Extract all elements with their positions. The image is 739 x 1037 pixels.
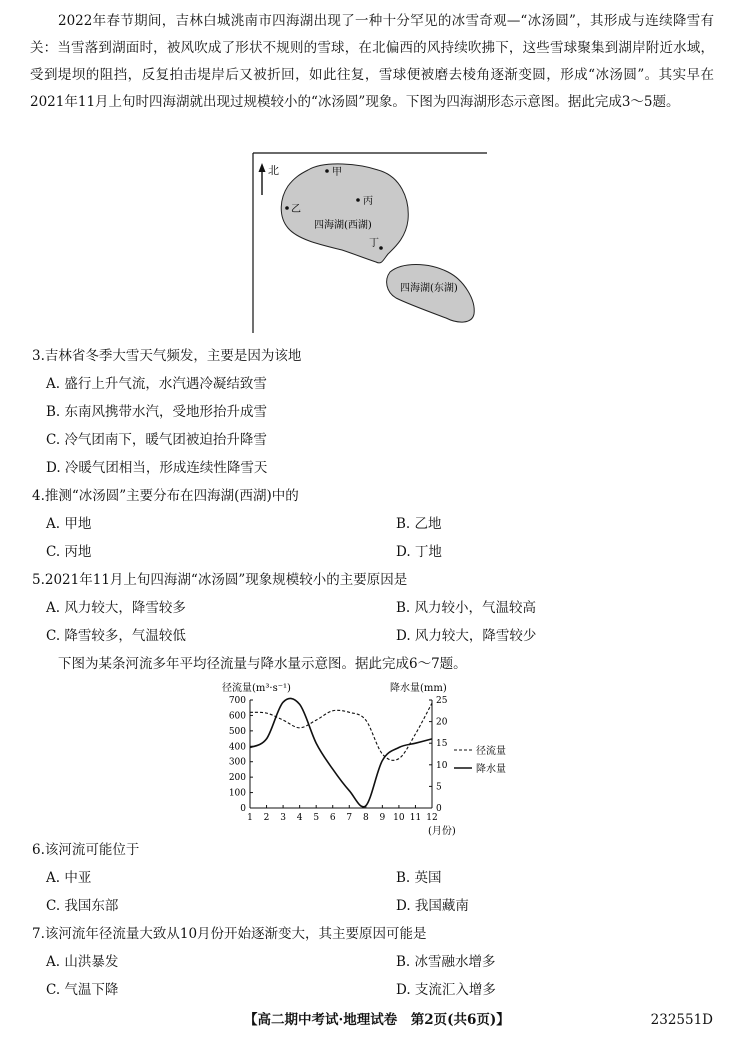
legend-label-precip: 降水量 (476, 764, 506, 775)
point-bing-label: 丙 (363, 196, 373, 207)
left-tick-label: 600 (228, 711, 246, 722)
point-yi-label: 乙 (291, 204, 301, 215)
q3-option-d: D. 冷暖气团相当，形成连续性降雪天 (46, 460, 268, 476)
right-tick-label: 25 (436, 696, 448, 706)
passage-text: 2022年春节期间，吉林白城洮南市四海湖出现了一种十分罕见的冰雪奇观—“冰汤圆”，其形成与连续降雪有关：当雪落到湖面时，被风吹成了形状不规则的雪球，在北偏西的风持续吹拂下，这些雪球聚集到湖岸附近水域，受到堤坝的阻挡，反复拍击堤岸后又被折回，如此往复，雪球便被磨去棱角逐渐变圆，形成“冰汤圆”。其实早在2021年11月上旬时四海湖就出现过规模较小的“冰汤圆”现象。下图为四海湖形态示意图。据此完成3～5题。 (30, 13, 714, 110)
q4-option-c: C. 丙地 (46, 544, 92, 560)
right-axis-title: 降水量(mm) (390, 683, 447, 694)
x-tick-label: 2 (263, 813, 270, 823)
q3-option-c: C. 冷气团南下，暖气团被迫抬升降雪 (46, 432, 267, 448)
x-tick-label: 4 (296, 813, 303, 823)
left-tick-label: 400 (228, 742, 246, 753)
x-tick-label: 1 (247, 813, 253, 823)
q4-option-a: A. 甲地 (46, 516, 92, 532)
q6-option-d: D. 我国藏南 (396, 898, 469, 914)
q5-option-b: B. 风力较小，气温较高 (396, 600, 537, 616)
q7-option-c: C. 气温下降 (46, 982, 119, 998)
q6-option-a: A. 中亚 (46, 870, 92, 886)
q3-option-a: A. 盛行上升气流，水汽遇冷凝结致雪 (46, 376, 267, 392)
runoff-precip-chart (210, 678, 520, 836)
point-jia-dot (325, 169, 329, 173)
x-tick-label: 8 (362, 813, 369, 823)
left-tick-label: 500 (228, 726, 246, 737)
q4-option-d: D. 丁地 (396, 544, 442, 560)
q6-stem: 6.该河流可能位于 (32, 842, 140, 858)
x-tick-label: 11 (409, 813, 422, 823)
q6-option-b: B. 英国 (396, 870, 442, 886)
x-tick-label: 5 (313, 813, 320, 823)
q7-stem: 7.该河流年径流量大致从10月份开始逐渐变大，其主要原因可能是 (32, 926, 427, 942)
q5-option-a: A. 风力较大，降雪较多 (46, 600, 186, 616)
x-axis-title: (月份) (428, 826, 456, 836)
right-tick-label: 0 (436, 804, 442, 814)
q7-option-d: D. 支流汇入增多 (396, 982, 496, 998)
x-tick-label: 6 (329, 813, 336, 823)
q3-option-b: B. 东南风携带水汽，受地形抬升成雪 (46, 404, 268, 420)
q7-option-b: B. 冰雪融水增多 (396, 954, 496, 970)
north-arrow-icon (259, 163, 266, 195)
x-tick-label: 12 (426, 813, 438, 823)
x-tick-label: 3 (280, 813, 286, 823)
west-lake-label: 四海湖(西湖) (314, 220, 372, 231)
left-tick-label: 0 (240, 804, 246, 814)
point-bing-dot (356, 198, 360, 202)
left-tick-label: 300 (228, 757, 246, 768)
q4-option-b: B. 乙地 (396, 516, 442, 532)
right-tick-label: 5 (436, 782, 442, 793)
left-tick-label: 200 (228, 773, 246, 784)
q6-option-c: C. 我国东部 (46, 898, 119, 914)
point-jia-label: 甲 (332, 167, 342, 178)
x-tick-label: 7 (346, 813, 353, 823)
q3-stem: 3.吉林省冬季大雪天气频发，主要是因为该地 (32, 348, 302, 364)
left-tick-label: 100 (228, 788, 246, 799)
q4-stem: 4.推测“冰汤圆”主要分布在四海湖(西湖)中的 (32, 488, 299, 504)
footer-title: 【高二期中考试·地理试卷 第2页(共6页)】 (244, 1012, 510, 1028)
point-ding-dot (379, 246, 383, 250)
lake-map (250, 150, 490, 335)
left-axis-title: 径流量(m³·s⁻¹) (222, 683, 291, 694)
footer-code: 232551D (650, 1012, 713, 1028)
x-tick-label: 9 (379, 813, 386, 823)
east-lake-label: 四海湖(东湖) (400, 283, 458, 294)
right-tick-label: 10 (436, 760, 448, 771)
q5-stem: 5.2021年11月上旬四海湖“冰汤圆”现象规模较小的主要原因是 (32, 572, 408, 588)
point-ding-label: 丁 (369, 238, 379, 249)
q5-option-c: C. 降雪较多，气温较低 (46, 628, 186, 644)
right-tick-label: 15 (436, 739, 448, 750)
q7-option-a: A. 山洪暴发 (46, 954, 119, 970)
legend-label-runoff: 径流量 (476, 746, 506, 757)
x-tick-label: 10 (393, 813, 405, 823)
right-tick-label: 20 (436, 717, 448, 728)
q5-option-d: D. 风力较大，降雪较少 (396, 628, 537, 644)
left-tick-label: 700 (228, 696, 246, 706)
north-label: 北 (268, 164, 279, 177)
intro-6-7: 下图为某条河流多年平均径流量与降水量示意图。据此完成6～7题。 (58, 656, 467, 672)
point-yi-dot (285, 206, 289, 210)
